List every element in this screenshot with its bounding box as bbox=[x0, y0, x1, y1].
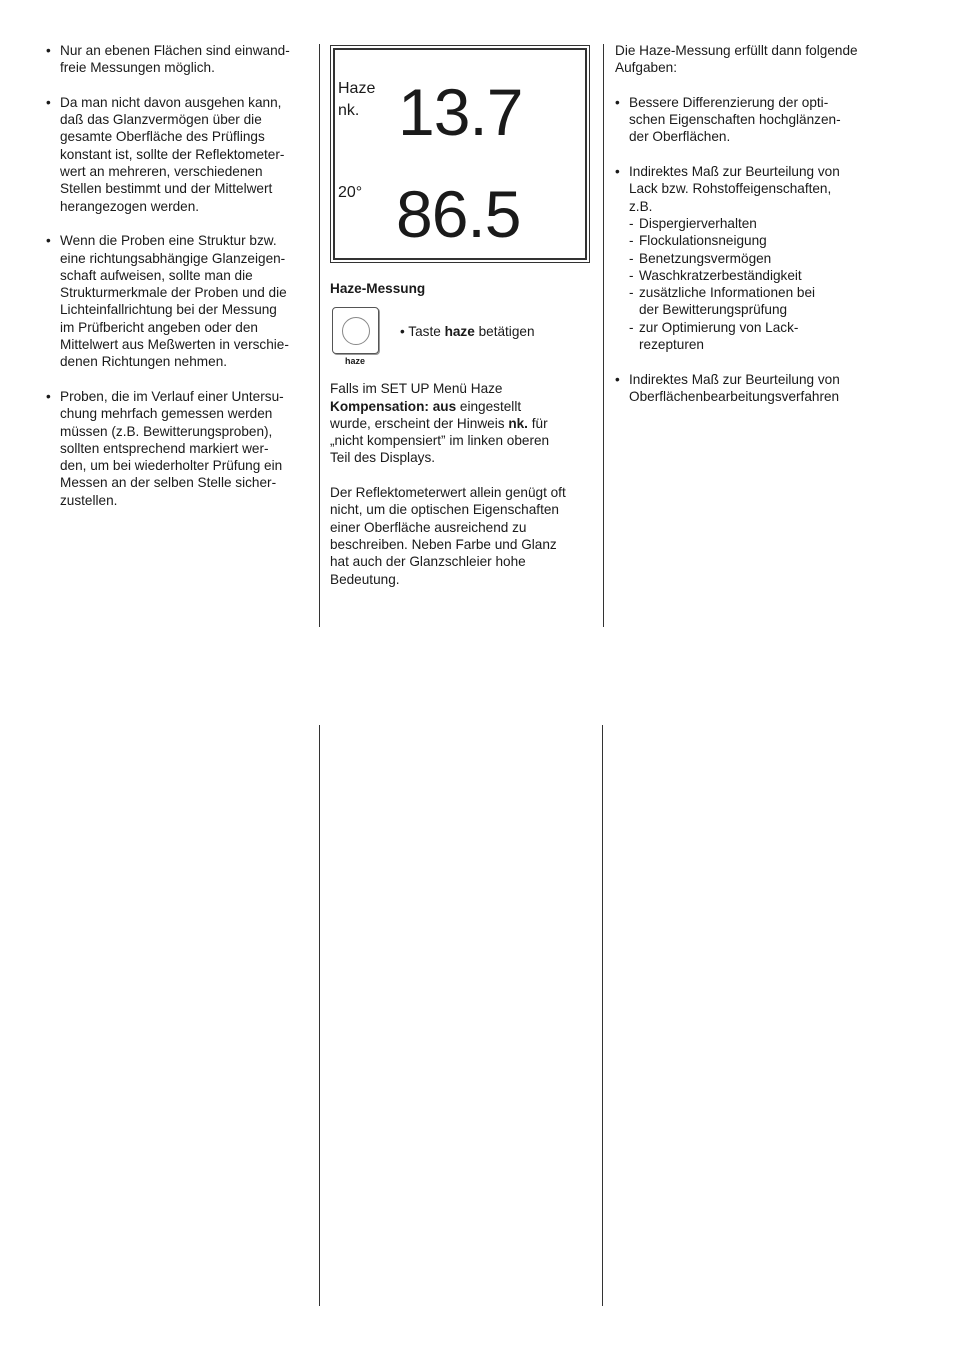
note-item: • Nur an ebenen Flächen sind einwand- freie Messungen möglich. bbox=[46, 42, 308, 77]
property-item: - Benetzungsvermögen bbox=[629, 250, 885, 267]
haze-key-label: haze bbox=[345, 356, 366, 367]
key-instruction bbox=[330, 307, 592, 377]
left-column bbox=[46, 42, 308, 526]
right-column bbox=[615, 42, 885, 423]
key-circle-icon bbox=[342, 317, 370, 345]
intro-paragraph: Die Haze-Messung erfüllt dann folgende Aufgaben: bbox=[615, 43, 858, 76]
tasks-list bbox=[615, 94, 885, 405]
reflectometer-paragraph: Der Reflektometerwert allein genügt oft nicht, um die optischen Eigenschaften einer Oberfläche ausreichend zu beschreiben. Neben Farbe und Glanz hat auch der Glanzschleier hohe Bedeutung. bbox=[330, 485, 566, 587]
property-item: - zur Optimierung von Lack- rezepturen bbox=[629, 319, 885, 354]
property-item: - Dispergierverhalten bbox=[629, 215, 885, 232]
column-divider-top-left bbox=[319, 44, 320, 627]
compensation-paragraph: Falls im SET UP Menü Haze Kompensation: aus eingestellt wurde, erscheint der Hinweis nk. für „nicht kompensiert” im linken oberen Teil des Displays. bbox=[330, 381, 550, 466]
notes-list bbox=[46, 42, 308, 509]
haze-key-button[interactable] bbox=[332, 307, 379, 354]
task-item bbox=[615, 163, 885, 353]
middle-column bbox=[330, 45, 592, 605]
display-label-nk: nk. bbox=[338, 102, 360, 119]
property-sublist bbox=[629, 215, 885, 353]
key-instruction-text: • Taste haze betätigen bbox=[400, 324, 535, 340]
column-divider-bottom-left bbox=[319, 725, 320, 1306]
task-item: • Bessere Differenzierung der opti- schen Eigenschaften hochglänzen- der Oberflächen. bbox=[615, 94, 885, 146]
column-divider-bottom-right bbox=[602, 725, 603, 1306]
property-item: - Flockulationsneigung bbox=[629, 232, 885, 249]
display-value-gloss: 86.5 bbox=[396, 177, 521, 251]
column-divider-top-right bbox=[603, 44, 604, 627]
display-value-haze: 13.7 bbox=[398, 75, 523, 149]
property-item: - Waschkratzerbeständigkeit bbox=[629, 267, 885, 284]
display-label-angle: 20° bbox=[338, 184, 363, 201]
note-item: • Wenn die Proben eine Struktur bzw. eine richtungsabhängige Glanzeigen- schaft aufweisen, sollte man die Strukturmerkmale der Proben und die Lichteinfallrichtung bei der Messung im Prüfbericht angeben oder den Mittelwert aus Meßwerten in verschie- denen Richtungen nehmen. bbox=[46, 232, 308, 370]
device-display bbox=[333, 48, 587, 260]
property-item: - zusätzliche Informationen bei der Bewitterungsprüfung bbox=[629, 284, 885, 319]
task-item-text: • Indirektes Maß zur Beurteilung von Lack bzw. Rohstoffeigenschaften, z.B. bbox=[629, 164, 840, 214]
note-item: • Proben, die im Verlauf einer Untersu- chung mehrfach gemessen werden müssen (z.B. Bewitterungsproben), sollten entsprechend markiert wer- den, um bei wiederholter Prüfung ein Messen an der selben Stelle sicher- zustellen. bbox=[46, 388, 308, 509]
task-item: • Indirektes Maß zur Beurteilung von Oberflächenbearbeitungsverfahren bbox=[615, 371, 885, 406]
note-item: • Da man nicht davon ausgehen kann, daß das Glanzvermögen über die gesamte Oberfläche des Prüflings konstant ist, sollte der Reflektometer- wert an mehreren, verschiedenen Stellen bestimmt und der Mittelwert herangezogen werden. bbox=[46, 94, 308, 215]
section-heading: Haze-Messung bbox=[330, 281, 426, 296]
display-label-haze: Haze bbox=[338, 80, 376, 97]
